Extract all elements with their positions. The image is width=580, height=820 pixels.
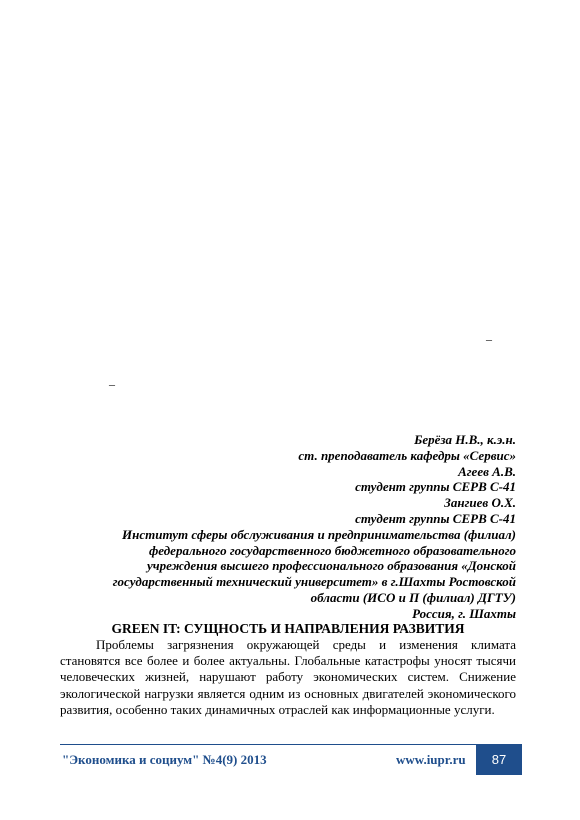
article-paragraph: Проблемы загрязнения окружающей среды и изменения климата становятся все более и более актуальны. Глобальные катастрофы уносят тысячи человеческих жизней, нарушают работу экономических систем. Снижение экологической нагрузки является одним из основных двигателей экономического развития, особенно таких динамичных отраслей как информационные услуги. bbox=[60, 637, 516, 717]
author-line: Агеев А.В. bbox=[458, 463, 516, 479]
stray-dash-mark: – bbox=[486, 332, 492, 346]
author-line: Берёза Н.В., к.э.н. bbox=[414, 432, 516, 447]
affiliation-line: области (ИСО и П (филиал) ДГТУ) bbox=[310, 589, 516, 605]
author-line: студент группы СЕРВ С-41 bbox=[355, 479, 516, 495]
article-title: GREEN IT: СУЩНОСТЬ И НАПРАВЛЕНИЯ РАЗВИТИЯ bbox=[111, 621, 465, 636]
author-line: ст. преподаватель кафедры «Сервис» bbox=[298, 447, 516, 463]
stray-dash-mark: – bbox=[109, 377, 115, 391]
affiliation-line: учреждения высшего профессионального образования «Донской bbox=[147, 558, 516, 574]
page-number-badge: 87 bbox=[476, 745, 522, 775]
footer-divider bbox=[60, 744, 522, 745]
affiliation-line: федерального государственного бюджетного образовательного bbox=[148, 542, 516, 558]
affiliation-line: государственный технический университет» в г.Шахты Ростовской bbox=[112, 574, 516, 590]
location-line: Россия, г. Шахты bbox=[412, 605, 516, 621]
author-line: студент группы СЕРВ С-41 bbox=[355, 510, 516, 526]
author-line: Зангиев О.Х. bbox=[444, 495, 516, 511]
footer-journal-title: "Экономика и социум" №4(9) 2013 bbox=[62, 752, 267, 767]
author-block bbox=[60, 432, 516, 622]
affiliation-line: Институт сферы обслуживания и предпринимательства (филиал) bbox=[122, 526, 516, 542]
footer-website-link[interactable]: www.iupr.ru bbox=[396, 752, 466, 767]
